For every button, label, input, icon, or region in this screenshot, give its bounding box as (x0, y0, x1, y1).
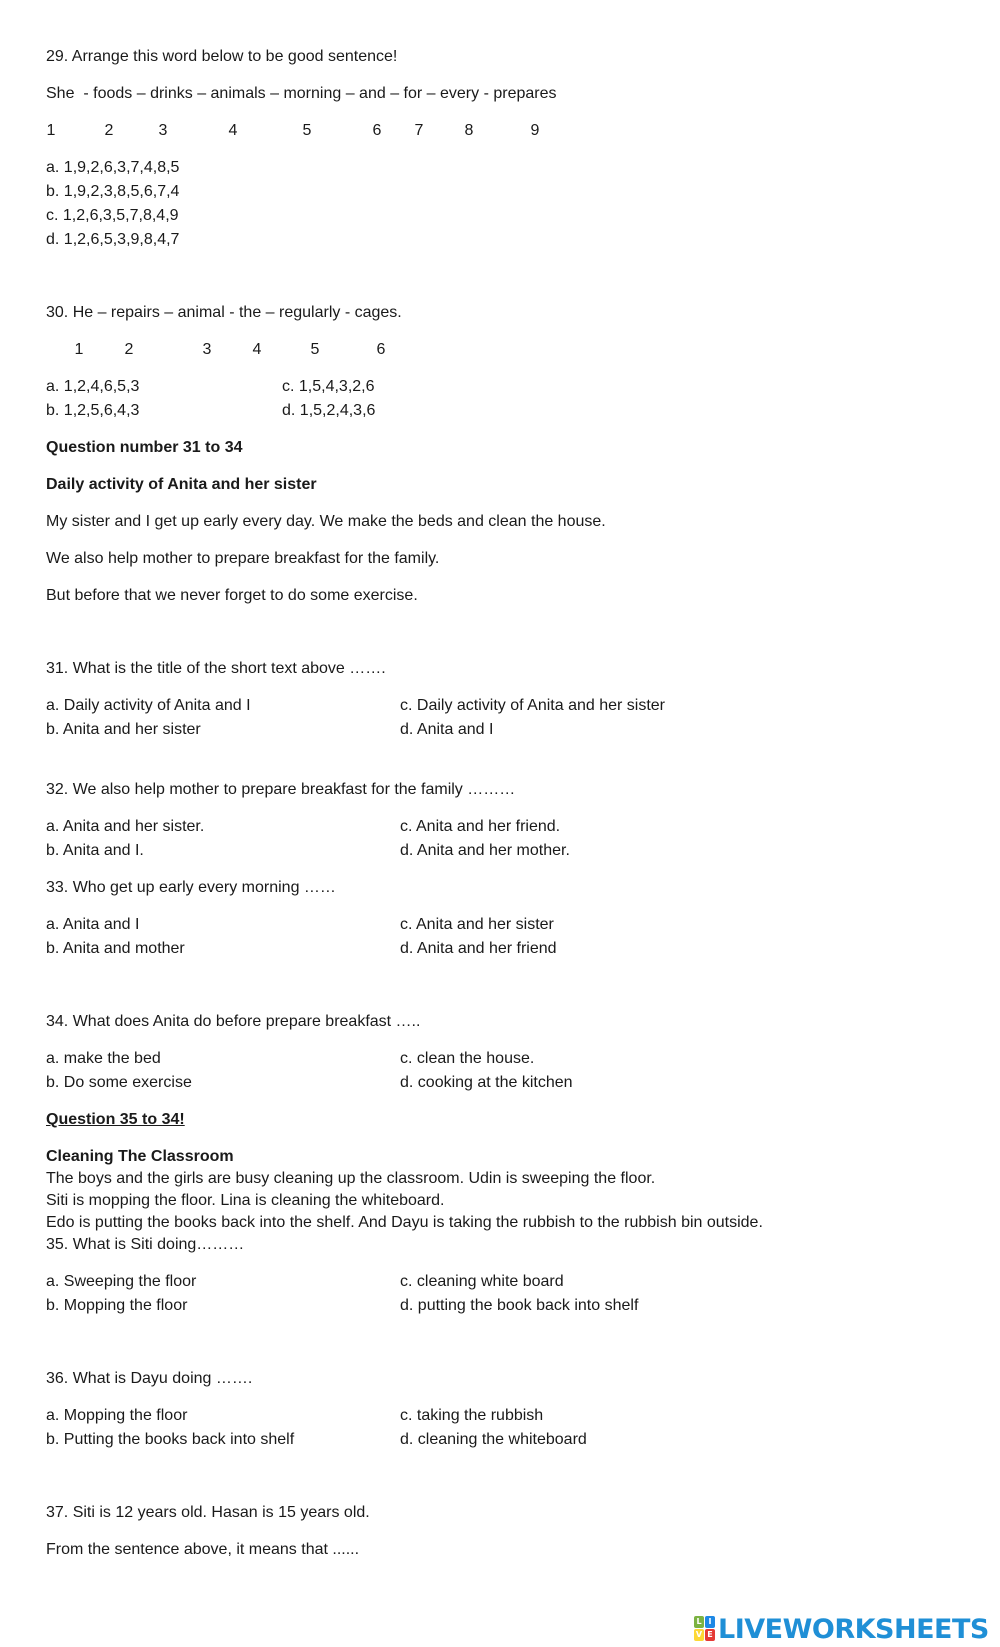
liveworksheets-logo[interactable] (694, 1612, 989, 1646)
word-number: 5 (302, 122, 312, 139)
question-29: 29. Arrange this word below to be good sentence! (46, 48, 398, 65)
reading-line: The boys and the girls are busy cleaning up the classroom. Udin is sweeping the floor. (46, 1170, 656, 1187)
question-31: 31. What is the title of the short text above ……. (46, 660, 386, 677)
option[interactable]: b. Mopping the floor (46, 1297, 188, 1314)
option[interactable]: b. Anita and I. (46, 842, 144, 859)
option[interactable]: a. make the bed (46, 1050, 161, 1067)
option[interactable]: a. Sweeping the floor (46, 1273, 197, 1290)
logo-letter: I (705, 1616, 715, 1628)
word-number: 7 (414, 122, 424, 139)
question-29-words: She - foods – drinks – animals – morning – and – for – every - prepares (46, 85, 557, 102)
option[interactable]: d. Anita and her friend (400, 940, 557, 957)
option[interactable]: b. 1,9,2,3,8,5,6,7,4 (46, 183, 180, 200)
option[interactable]: b. 1,2,5,6,4,3 (46, 402, 140, 419)
word-number: 2 (104, 122, 114, 139)
option[interactable]: b. Do some exercise (46, 1074, 192, 1091)
word-number: 1 (46, 122, 56, 139)
option[interactable]: d. 1,5,2,4,3,6 (282, 402, 376, 419)
option[interactable]: a. Mopping the floor (46, 1407, 188, 1424)
option[interactable]: d. cooking at the kitchen (400, 1074, 573, 1091)
word-number: 1 (74, 341, 84, 358)
question-35: 35. What is Siti doing……… (46, 1236, 245, 1253)
word-number: 8 (464, 122, 474, 139)
question-32: 32. We also help mother to prepare breakfast for the family ……… (46, 781, 516, 798)
option[interactable]: a. 1,2,4,6,5,3 (46, 378, 140, 395)
reading-paragraph: We also help mother to prepare breakfast for the family. (46, 550, 440, 567)
option[interactable]: b. Anita and her sister (46, 721, 201, 738)
word-number: 2 (124, 341, 134, 358)
word-number: 4 (252, 341, 262, 358)
word-number: 6 (376, 341, 386, 358)
option[interactable]: a. Daily activity of Anita and I (46, 697, 251, 714)
word-number: 3 (158, 122, 168, 139)
reading-title: Daily activity of Anita and her sister (46, 476, 317, 493)
logo-text: LIVEWORKSHEETS (718, 1613, 989, 1645)
option[interactable]: d. putting the book back into shelf (400, 1297, 639, 1314)
option[interactable]: b. Putting the books back into shelf (46, 1431, 295, 1448)
option[interactable]: c. Anita and her sister (400, 916, 554, 933)
option[interactable]: c. cleaning white board (400, 1273, 564, 1290)
option[interactable]: c. Daily activity of Anita and her sister (400, 697, 665, 714)
option[interactable]: d. Anita and I (400, 721, 494, 738)
word-number: 4 (228, 122, 238, 139)
option[interactable]: d. Anita and her mother. (400, 842, 570, 859)
option[interactable]: d. 1,2,6,5,3,9,8,4,7 (46, 231, 180, 248)
option[interactable]: c. clean the house. (400, 1050, 535, 1067)
option[interactable]: a. 1,9,2,6,3,7,4,8,5 (46, 159, 180, 176)
option[interactable]: c. taking the rubbish (400, 1407, 544, 1424)
option[interactable]: c. 1,2,6,3,5,7,8,4,9 (46, 207, 179, 224)
question-37: 37. Siti is 12 years old. Hasan is 15 years old. (46, 1504, 370, 1521)
logo-letter: L (694, 1616, 704, 1628)
word-number: 9 (530, 122, 540, 139)
option[interactable]: c. Anita and her friend. (400, 818, 561, 835)
option[interactable]: a. Anita and I (46, 916, 140, 933)
question-37-prompt: From the sentence above, it means that ...... (46, 1541, 360, 1558)
section-heading: Question number 31 to 34 (46, 439, 243, 456)
logo-mark-icon (694, 1616, 716, 1642)
reading-line: Edo is putting the books back into the shelf. And Dayu is taking the rubbish to the rubbish bin outside. (46, 1214, 763, 1231)
question-30: 30. He – repairs – animal - the – regularly - cages. (46, 304, 402, 321)
section-heading: Question 35 to 34! (46, 1111, 185, 1128)
reading-paragraph: But before that we never forget to do some exercise. (46, 587, 418, 604)
reading-paragraph: My sister and I get up early every day. We make the beds and clean the house. (46, 513, 606, 530)
option[interactable]: b. Anita and mother (46, 940, 185, 957)
option[interactable]: c. 1,5,4,3,2,6 (282, 378, 375, 395)
logo-letter: E (705, 1629, 715, 1641)
logo-letter: V (695, 1630, 703, 1639)
word-number: 3 (202, 341, 212, 358)
option[interactable]: d. cleaning the whiteboard (400, 1431, 587, 1448)
question-36: 36. What is Dayu doing ……. (46, 1370, 253, 1387)
word-number: 5 (310, 341, 320, 358)
option[interactable]: a. Anita and her sister. (46, 818, 205, 835)
word-number: 6 (372, 122, 382, 139)
question-34: 34. What does Anita do before prepare breakfast ….. (46, 1013, 421, 1030)
reading-title: Cleaning The Classroom (46, 1148, 234, 1165)
question-33: 33. Who get up early every morning …… (46, 879, 336, 896)
reading-line: Siti is mopping the floor. Lina is cleaning the whiteboard. (46, 1192, 445, 1209)
